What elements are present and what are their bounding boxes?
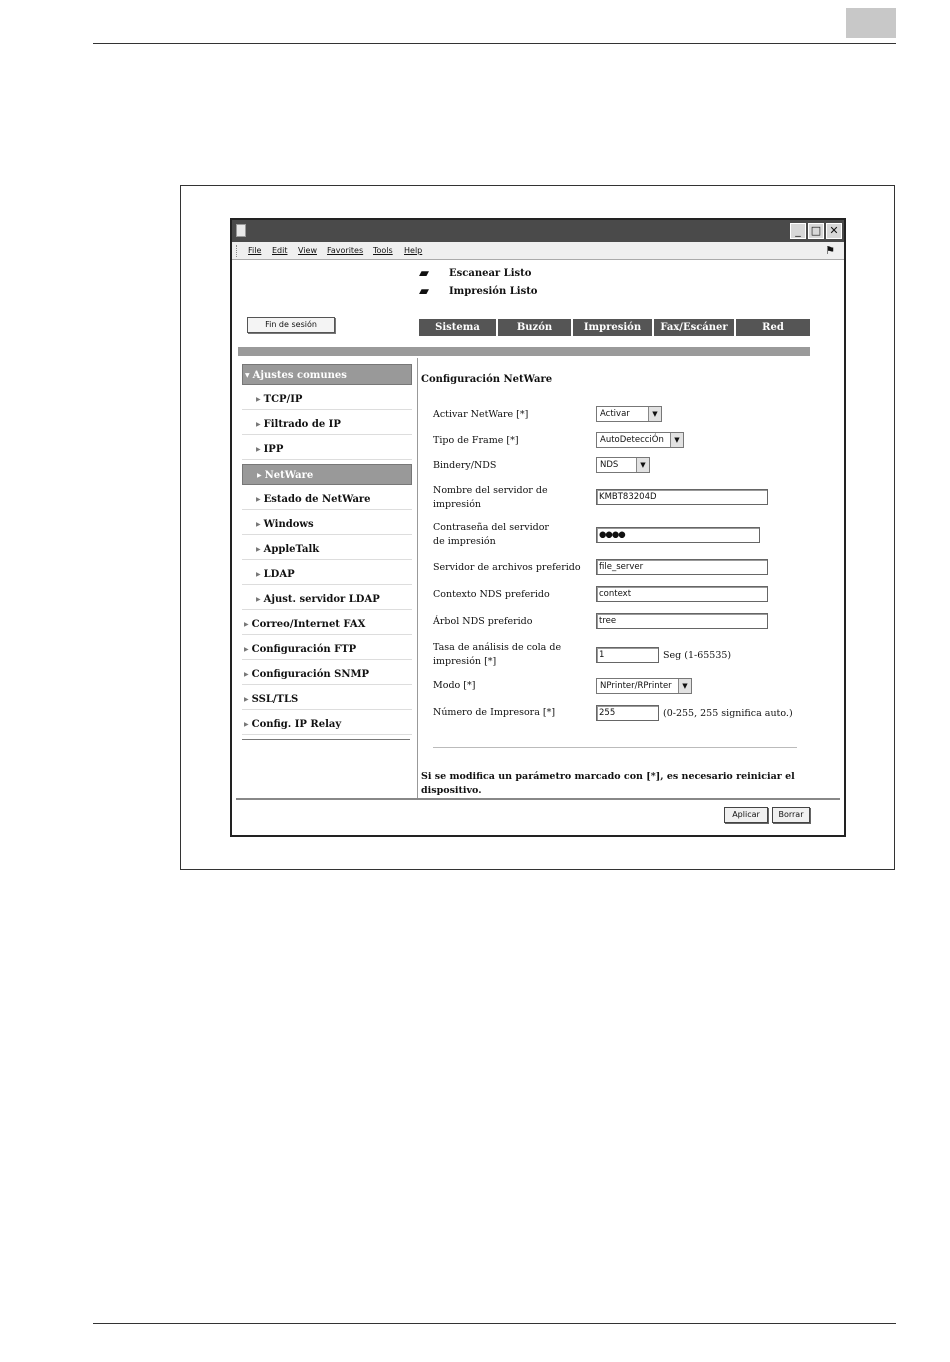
triangle-right-icon: ▶ [257, 472, 262, 479]
header-divider-bar [238, 347, 810, 356]
logout-button[interactable]: Fin de sesión [247, 317, 335, 333]
section-title: Configuración NetWare [421, 374, 553, 385]
print-status: Impresión Listo [449, 286, 538, 297]
activar-netware-select[interactable]: Activar ▼ [596, 406, 662, 422]
apply-button[interactable]: Aplicar [724, 807, 768, 823]
numero-impresora-range: (0-255, 255 significa auto.) [663, 708, 793, 719]
triangle-right-icon: ▶ [256, 571, 261, 578]
label-activar-netware: Activar NetWare [*] [433, 409, 529, 420]
sidebar-item-config-ip-relay[interactable]: ▶ Config. IP Relay [242, 714, 412, 735]
sidebar-item-filtrado-ip[interactable]: ▶ Filtrado de IP [242, 414, 412, 435]
sidebar-item-netware[interactable]: ▶ NetWare [242, 464, 412, 485]
form-divider [433, 747, 797, 748]
triangle-right-icon: ▶ [256, 421, 261, 428]
sidebar-item-ssl-tls[interactable]: ▶ SSL/TLS [242, 689, 412, 710]
triangle-right-icon: ▶ [256, 396, 261, 403]
nombre-servidor-input[interactable]: KMBT83204D [596, 489, 768, 505]
menu-help[interactable]: Help [404, 246, 423, 255]
triangle-right-icon: ▶ [256, 596, 261, 603]
label-contrasena-servidor: Contraseña del servidor de impresión [433, 522, 549, 547]
sidebar-item-correo-internet-fax[interactable]: ▶ Correo/Internet FAX [242, 614, 412, 635]
triangle-right-icon: ▶ [256, 546, 261, 553]
page-tab-marker [846, 8, 896, 38]
chevron-down-icon: ▼ [636, 458, 649, 472]
triangle-right-icon: ▶ [256, 521, 261, 528]
label-servidor-archivos: Servidor de archivos preferido [433, 562, 581, 573]
sidebar-item-ajustes-comunes[interactable]: ▼ Ajustes comunes [242, 364, 412, 385]
minimize-button[interactable]: _ [790, 223, 806, 239]
scan-status: Escanear Listo [449, 268, 532, 279]
sidebar-item-ipp[interactable]: ▶ IPP [242, 439, 412, 460]
arbol-nds-input[interactable]: tree [596, 613, 768, 629]
browser-window [230, 218, 846, 837]
triangle-right-icon: ▶ [256, 496, 261, 503]
tipo-frame-select[interactable]: AutoDetecciÓn ▼ [596, 432, 684, 448]
tab-sistema[interactable]: Sistema [419, 319, 496, 336]
menu-favorites[interactable]: Favorites [327, 246, 364, 255]
tab-buzon[interactable]: Buzón [498, 319, 571, 336]
sidebar-bottom-rule [242, 739, 410, 740]
footer-divider [236, 798, 840, 800]
tab-fax-escaner[interactable]: Fax/Escáner [654, 319, 734, 336]
numero-impresora-input[interactable]: 255 [596, 705, 659, 721]
triangle-down-icon: ▼ [245, 372, 250, 379]
clear-button[interactable]: Borrar [772, 807, 810, 823]
menu-bar [232, 242, 844, 260]
printer-icon: ▰ [419, 284, 429, 299]
triangle-right-icon: ▶ [244, 621, 249, 628]
sidebar-item-windows[interactable]: ▶ Windows [242, 514, 412, 535]
label-nombre-servidor: Nombre del servidor de impresión [433, 485, 548, 510]
contrasena-servidor-input[interactable]: ●●●● [596, 527, 760, 543]
triangle-right-icon: ▶ [244, 646, 249, 653]
chevron-down-icon: ▼ [648, 407, 661, 421]
triangle-right-icon: ▶ [244, 721, 249, 728]
chevron-down-icon: ▼ [678, 679, 691, 693]
title-bar [232, 220, 844, 242]
sidebar-item-appletalk[interactable]: ▶ AppleTalk [242, 539, 412, 560]
page-content [236, 261, 840, 835]
label-bindery-nds: Bindery/NDS [433, 460, 497, 471]
sidebar-item-estado-netware[interactable]: ▶ Estado de NetWare [242, 489, 412, 510]
column-separator [417, 358, 418, 798]
tab-impresion[interactable]: Impresión [573, 319, 652, 336]
modo-select[interactable]: NPrinter/RPrinter ▼ [596, 678, 692, 694]
tasa-analisis-input[interactable]: 1 [596, 647, 659, 663]
sidebar-item-tcpip[interactable]: ▶ TCP/IP [242, 389, 412, 410]
label-arbol-nds: Árbol NDS preferido [433, 616, 533, 627]
bindery-nds-select[interactable]: NDS ▼ [596, 457, 650, 473]
sidebar-item-ajust-servidor-ldap[interactable]: ▶ Ajust. servidor LDAP [242, 589, 412, 610]
tab-red[interactable]: Red [736, 319, 810, 336]
sidebar-item-configuracion-snmp[interactable]: ▶ Configuración SNMP [242, 664, 412, 685]
app-icon [236, 224, 246, 237]
triangle-right-icon: ▶ [256, 446, 261, 453]
page-footer-rule [93, 1323, 896, 1324]
triangle-right-icon: ▶ [244, 696, 249, 703]
contexto-nds-input[interactable]: context [596, 586, 768, 602]
menu-view[interactable]: View [298, 246, 317, 255]
label-numero-impresora: Número de Impresora [*] [433, 707, 556, 718]
page-header-rule [93, 43, 896, 44]
label-tipo-frame: Tipo de Frame [*] [433, 435, 519, 446]
menu-file[interactable]: File [248, 246, 262, 255]
menu-edit[interactable]: Edit [272, 246, 288, 255]
triangle-right-icon: ▶ [244, 671, 249, 678]
scanner-icon: ▰ [419, 266, 429, 281]
maximize-button[interactable]: □ [808, 223, 824, 239]
sidebar-item-ldap[interactable]: ▶ LDAP [242, 564, 412, 585]
label-modo: Modo [*] [433, 680, 476, 691]
sidebar-item-configuracion-ftp[interactable]: ▶ Configuración FTP [242, 639, 412, 660]
restart-notice: Si se modifica un parámetro marcado con [*], es necesario reiniciar el dispositivo. [421, 771, 795, 796]
windows-logo-icon: ⚑ [825, 244, 835, 257]
chevron-down-icon: ▼ [670, 433, 683, 447]
tasa-analisis-range: Seg (1-65535) [663, 650, 732, 661]
menu-tools[interactable]: Tools [373, 246, 393, 255]
label-tasa-analisis: Tasa de análisis de cola de impresión [*] [433, 642, 562, 667]
close-button[interactable]: ✕ [826, 223, 842, 239]
label-contexto-nds: Contexto NDS preferido [433, 589, 550, 600]
servidor-archivos-input[interactable]: file_server [596, 559, 768, 575]
toolbar-grip [236, 245, 238, 257]
